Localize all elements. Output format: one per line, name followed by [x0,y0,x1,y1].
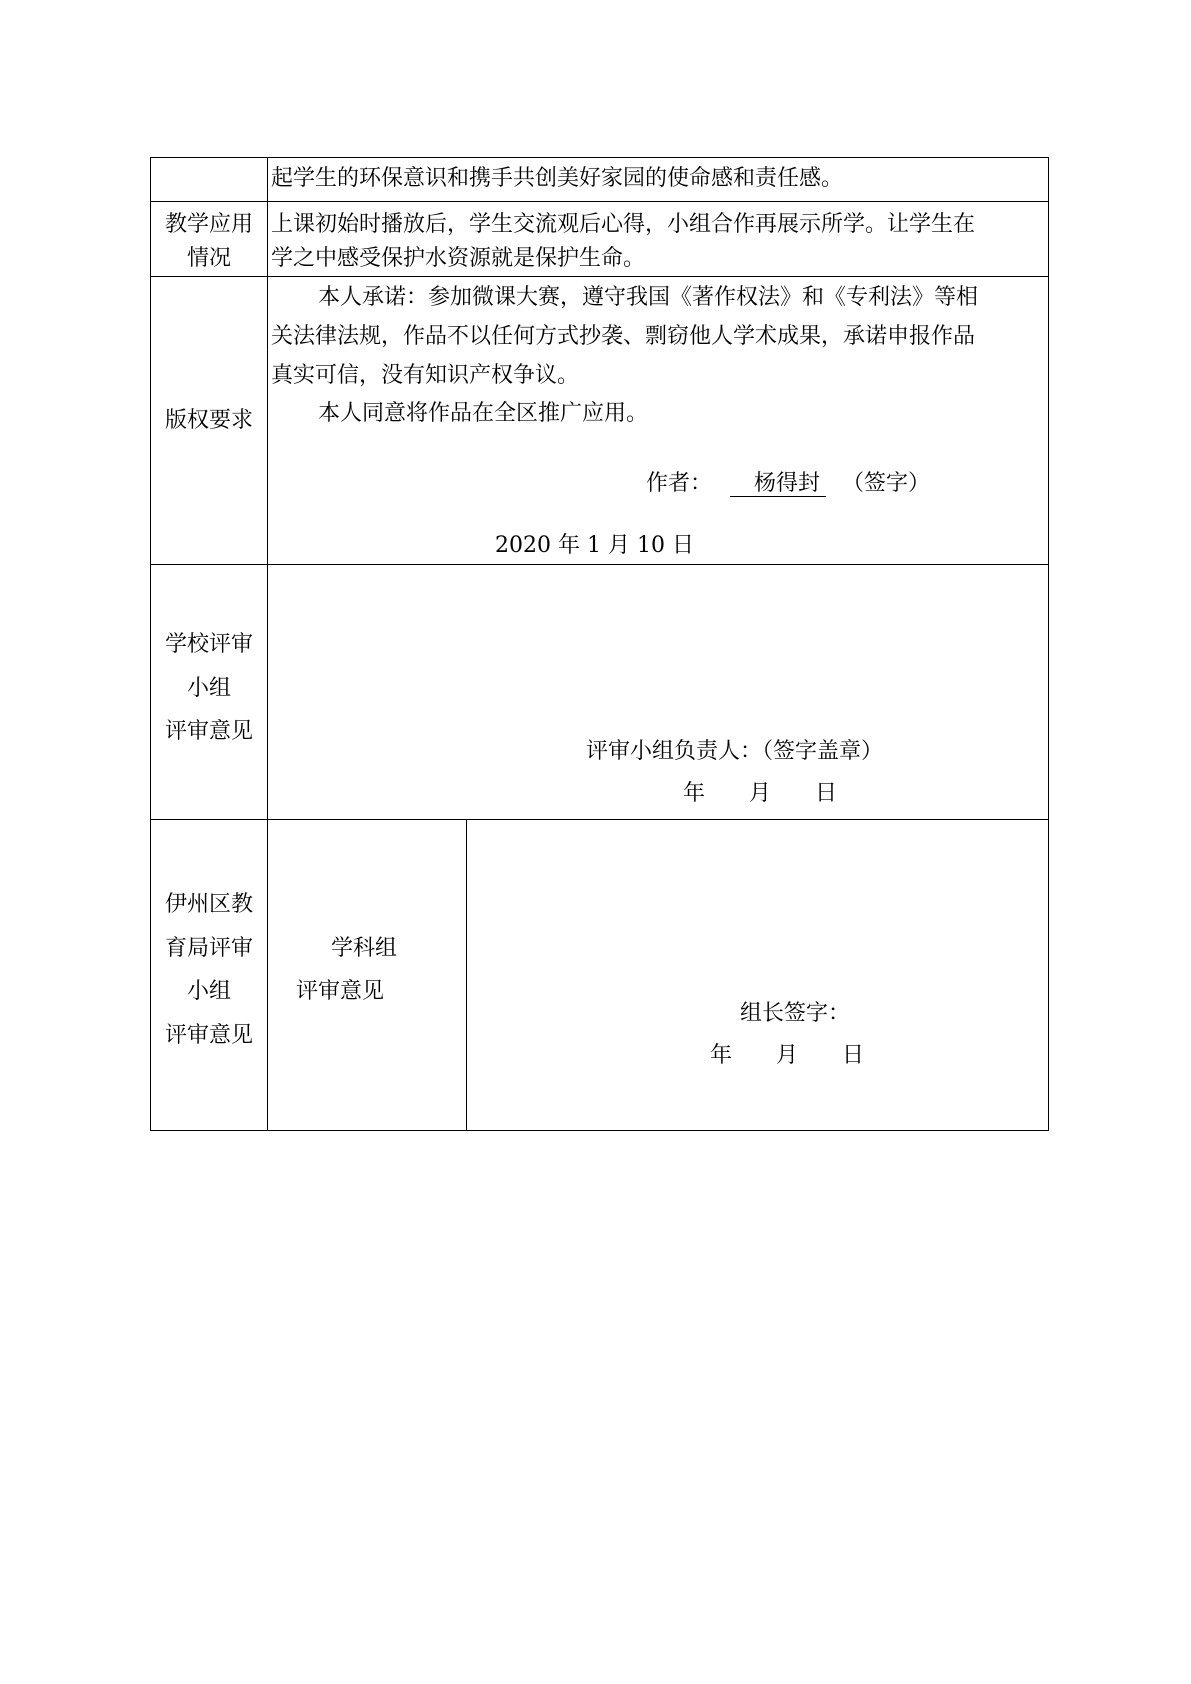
author-label: 作者： [646,471,713,496]
school-label-line3: 评审意见 [164,719,253,744]
copyright-label: 版权要求 [164,408,253,433]
school-leader-sign: 评审小组负责人：（签字盖章） [586,739,884,764]
row-divider-2 [150,276,1049,277]
teaching-text-line1: 上课初始时播放后，学生交流观后心得，小组合作再展示所学。让学生在 [271,212,976,237]
author-name: 杨得封 [730,471,826,497]
school-label-line2: 小组 [186,676,231,701]
district-label-line4: 评审意见 [164,1023,253,1048]
subject-group-line1: 学科组 [331,936,398,961]
table-border-bottom [150,1130,1049,1131]
row-divider-4 [150,819,1049,820]
district-date-line: 年 月 日 [710,1043,865,1068]
row-divider-1 [150,201,1049,202]
school-label-line1: 学校评审 [164,632,253,657]
teaching-label-line1: 教学应用 [164,212,253,237]
group-leader-sign: 组长签字： [740,1001,851,1026]
district-label-line2: 育局评审 [164,936,253,961]
copyright-para2: 本人同意将作品在全区推广应用。 [318,401,649,426]
continuation-text: 起学生的环保意识和携手共创美好家园的使命感和责任感。 [271,166,844,191]
subject-column-divider [466,819,467,1131]
teaching-label-line2: 情况 [186,246,231,271]
subject-group-line2: 评审意见 [296,979,385,1004]
author-signature [730,472,826,496]
label-column-divider [267,157,268,1131]
district-label-line1: 伊州区教 [164,892,253,917]
copyright-para1-line1: 本人承诺：参加微课大赛，遵守我国《著作权法》和《专利法》等相 [318,285,979,310]
copyright-date: 2020 年 1 月 10 日 [495,533,694,558]
copyright-para1-line3: 真实可信，没有知识产权争议。 [271,363,580,388]
sign-note: （签字） [842,471,931,496]
row-divider-3 [150,564,1049,565]
district-label-line3: 小组 [186,979,231,1004]
school-date-line: 年 月 日 [683,781,838,806]
table-border-right [1048,157,1049,1131]
table-border-top [150,157,1049,158]
teaching-text-line2: 学之中感受保护水资源就是保护生命。 [271,246,646,271]
copyright-para1-line2: 关法律法规，作品不以任何方式抄袭、剽窃他人学术成果，承诺申报作品 [271,324,976,349]
